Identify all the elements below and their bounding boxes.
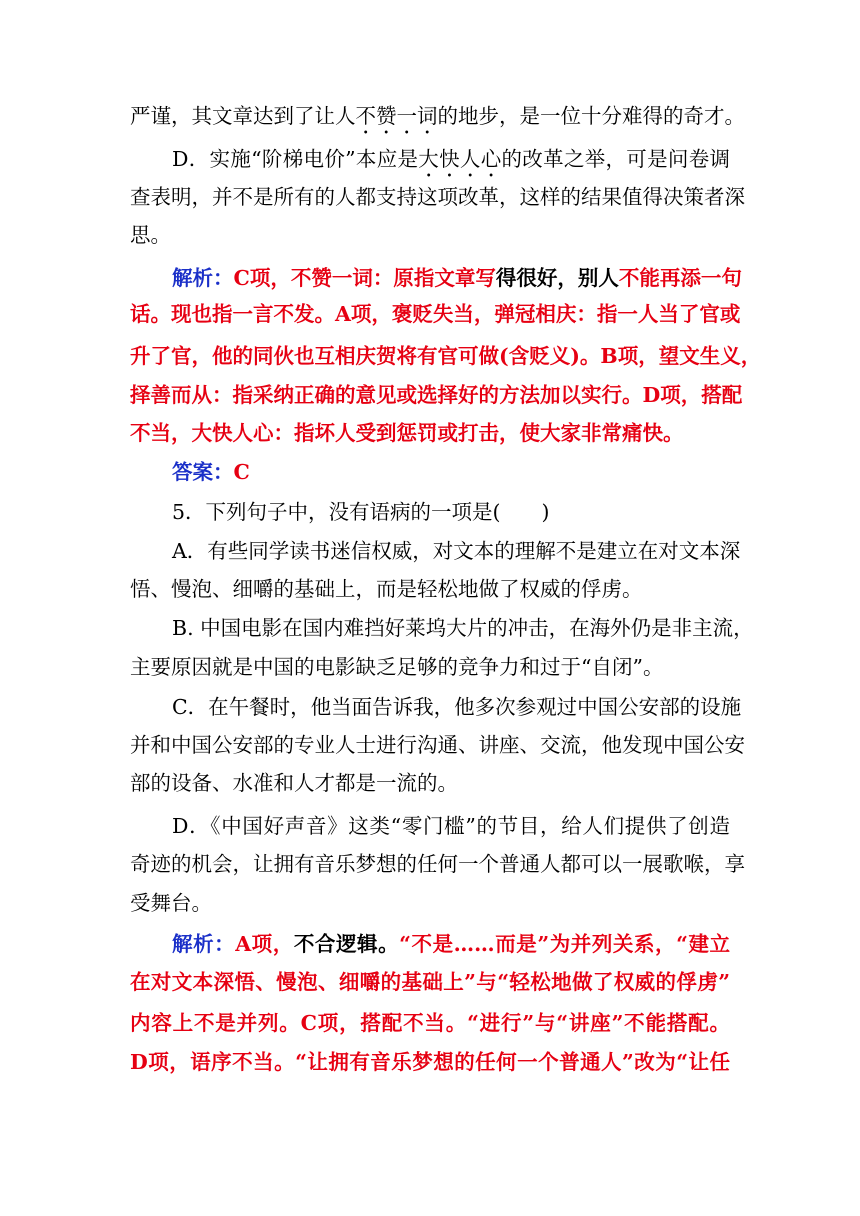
option-b-line: 主要原因就是中国的电影缺乏足够的竞争力和过于“自闭”。 <box>130 655 664 679</box>
option-d-line: 受舞台。 <box>130 891 212 915</box>
analysis-line <box>172 929 730 959</box>
analysis-line: 升了官，他的同伙也互相庆贺将有官可做(含贬义)。B项，望文生义， <box>130 344 762 368</box>
text-span: 的改革之举，可是问卷调 <box>501 147 730 171</box>
analysis-text: A项， <box>235 932 294 956</box>
emphasized-phrase: 大快人心 <box>418 147 502 171</box>
analysis-line: D项，语序不当。“让拥有音乐梦想的任何一个普通人”改为“让任 <box>130 1050 730 1074</box>
analysis-line <box>172 263 742 293</box>
analysis-label: 解析： <box>172 932 236 956</box>
answer-line <box>172 457 730 487</box>
option-a-line: 悟、慢泡、细嚼的基础上，而是轻松地做了权威的俘虏。 <box>130 577 643 601</box>
analysis-line: 内容上不是并列。C项，搭配不当。“进行”与“讲座”不能搭配。 <box>130 1011 730 1035</box>
option-c-line: 部的设备、水准和人才都是一流的。 <box>130 771 458 795</box>
emphasized-phrase: 不赞一词 <box>355 104 438 128</box>
analysis-label: 解析： <box>172 266 234 290</box>
analysis-line: 话。现也指一言不发。A项，褒贬失当，弹冠相庆：指一人当了官或 <box>130 302 741 326</box>
analysis-line: 择善而从：指采纳正确的意见或选择好的方法加以实行。D项，搭配 <box>130 383 743 407</box>
text-span: 的地步，是一位十分难得的奇才。 <box>437 104 745 128</box>
text-span: 严谨，其文章达到了让人 <box>130 104 356 128</box>
analysis-text: “不是……而是”为并列关系，“建立 <box>399 932 731 956</box>
option-d-line <box>172 144 730 182</box>
text-span: D．实施“阶梯电价”本应是 <box>172 147 419 171</box>
analysis-text: C项，不赞一词：原指文章写 <box>233 266 496 290</box>
answer-value: C <box>233 460 250 484</box>
answer-label: 答案： <box>172 460 234 484</box>
analysis-text: 不合逻辑。 <box>293 932 400 956</box>
option-b-line: B. 中国电影在国内难挡好莱坞大片的冲击，在海外仍是非主流， <box>172 616 754 640</box>
analysis-text: 得很好，别人 <box>495 266 619 290</box>
analysis-line: 不当，大快人心：指坏人受到惩罚或打击，使大家非常痛快。 <box>130 421 684 445</box>
analysis-text: 不能再添一句 <box>618 266 742 290</box>
analysis-line: 在对文本深悟、慢泡、细嚼的基础上”与“轻松地做了权威的俘虏” <box>130 970 730 994</box>
option-c-line: 并和中国公安部的专业人士进行沟通、讲座、交流，他发现中国公安 <box>130 733 745 757</box>
option-a-line: A．有些同学读书迷信权威，对文本的理解不是建立在对文本深 <box>172 539 741 563</box>
text-line: 思。 <box>130 223 171 247</box>
option-c-line: C．在午餐时，他当面告诉我，他多次参观过中国公安部的设施 <box>172 695 742 719</box>
option-d-line: D．《中国好声音》这类“零门槛”的节目，给人们提供了创造 <box>172 814 730 838</box>
text-line: 查表明，并不是所有的人都支持这项改革，这样的结果值得决策者深 <box>130 185 745 209</box>
text-line <box>130 101 745 139</box>
option-d-line: 奇迹的机会，让拥有音乐梦想的任何一个普通人都可以一展歌喉，享 <box>130 852 745 876</box>
question-stem: 5．下列句子中，没有语病的一项是( ) <box>172 500 550 524</box>
